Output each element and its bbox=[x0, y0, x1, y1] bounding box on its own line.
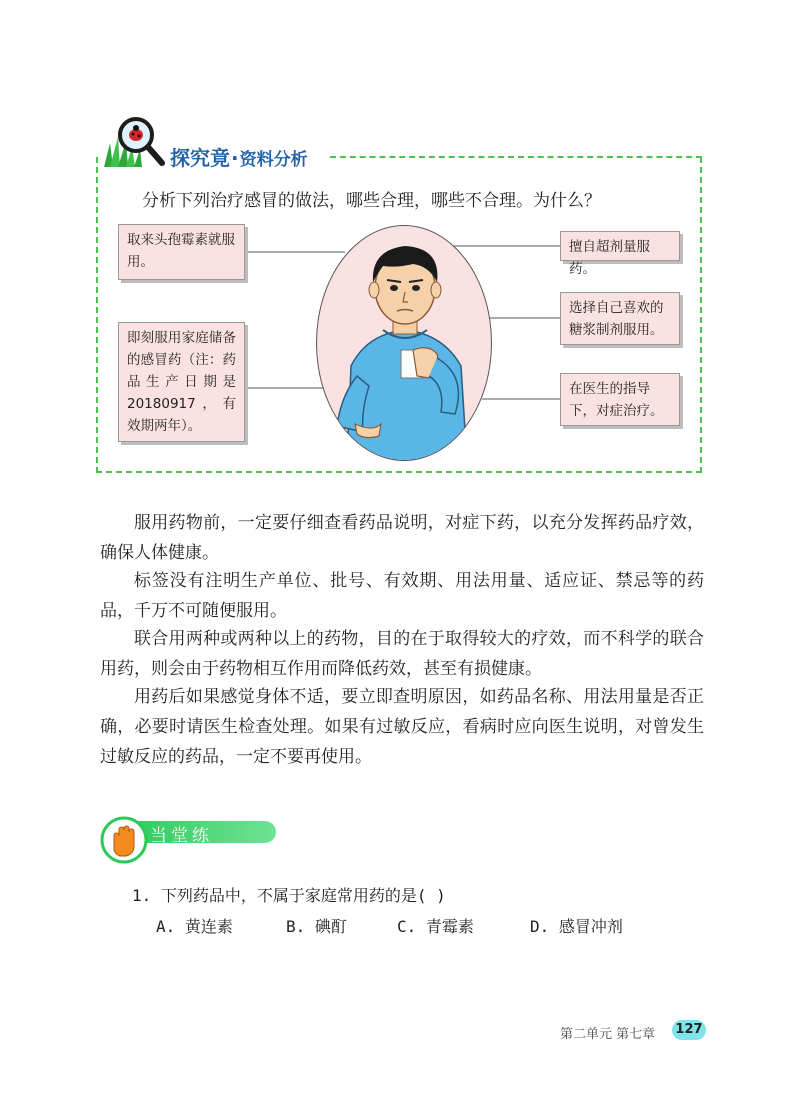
page-number: 127 bbox=[672, 1020, 706, 1040]
inquiry-border-top bbox=[330, 156, 702, 158]
footer-chapter: 第二单元 第七章 bbox=[560, 1027, 656, 1042]
inquiry-heading-sub: 资料分析 bbox=[239, 150, 308, 170]
note-right-2: 选择自己喜欢的糖浆制剂服用。 bbox=[560, 292, 680, 345]
note-left-2: 即刻服用家庭储备的感冒药（注：药品生产日期是20180917，有效期两年）。 bbox=[118, 322, 245, 442]
option-d: D. 感冒冲剂 bbox=[530, 917, 623, 936]
practice-label: 当堂练 bbox=[150, 826, 213, 846]
option-a: A. 黄连素 bbox=[156, 917, 233, 936]
inquiry-heading bbox=[170, 142, 308, 171]
inquiry-heading-separator: · bbox=[231, 146, 239, 170]
paragraph-1: 服用药物前，一定要仔细查看药品说明，对症下药，以充分发挥药品疗效，确保人体健康。 bbox=[100, 513, 704, 563]
sick-boy-illustration bbox=[316, 225, 492, 461]
sick-boy-drawing bbox=[317, 226, 492, 461]
paragraph-3: 联合用两种或两种以上的药物，目的在于取得较大的疗效，而不科学的联合用药，则会由于药物相互作用而降低药效，甚至有损健康。 bbox=[100, 629, 704, 679]
paragraph-4: 用药后如果感觉身体不适，要立即查明原因，如药品名称、用法用量是否正确，必要时请医生检查处理。如果有过敏反应，看病时应向医生说明，对曾发生过敏反应的药品，一定不要再使用。 bbox=[100, 687, 704, 767]
note-left-1: 取来头孢霉素就服用。 bbox=[118, 224, 245, 280]
option-c: C. 青霉素 bbox=[397, 917, 474, 936]
inquiry-heading-main: 探究竟 bbox=[170, 146, 230, 170]
option-b: B. 碘酊 bbox=[286, 917, 347, 936]
inquiry-question: 分析下列治疗感冒的做法，哪些合理，哪些不合理。为什么？ bbox=[142, 191, 601, 211]
note-right-1: 擅自超剂量服药。 bbox=[560, 231, 680, 261]
note-right-3: 在医生的指导下，对症治疗。 bbox=[560, 373, 680, 426]
paragraph-2: 标签没有注明生产单位、批号、有效期、用法用量、适应证、禁忌等的药品，千万不可随便服用。 bbox=[100, 571, 704, 621]
magnifier-icon bbox=[100, 113, 170, 169]
question-1: 1. 下列药品中，不属于家庭常用药的是( ) bbox=[132, 886, 446, 905]
